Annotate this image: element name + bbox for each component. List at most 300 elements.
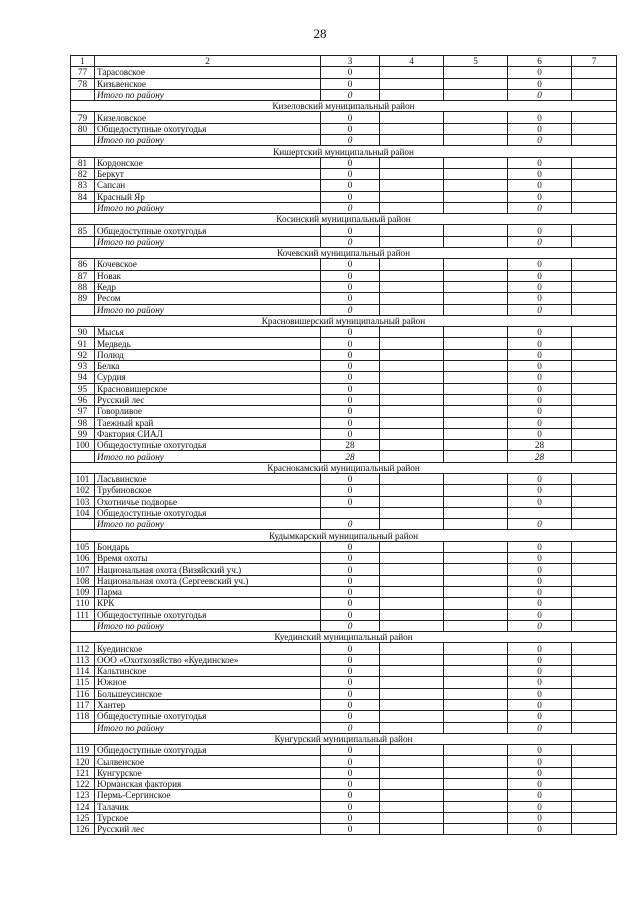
value-col-5 bbox=[444, 790, 508, 801]
hunting-grounds-table bbox=[70, 55, 617, 835]
row-number: 86 bbox=[71, 259, 95, 270]
page-number: 28 bbox=[313, 26, 327, 41]
row-number: 126 bbox=[71, 824, 95, 835]
ground-name: Тарасовское bbox=[95, 67, 321, 78]
table-row bbox=[71, 575, 617, 586]
value-col-5 bbox=[444, 270, 508, 281]
row-number: 93 bbox=[71, 361, 95, 372]
district-total-row bbox=[71, 135, 617, 146]
ground-name: Трубиновское bbox=[95, 485, 321, 496]
value-col-3: 0 bbox=[321, 191, 380, 202]
value-col-4 bbox=[380, 767, 444, 778]
district-header-row bbox=[71, 530, 617, 541]
value-col-6: 0 bbox=[508, 89, 572, 100]
value-col-5 bbox=[444, 722, 508, 733]
ground-name: Время охоты bbox=[95, 553, 321, 564]
value-col-7 bbox=[572, 327, 617, 338]
value-col-6: 0 bbox=[508, 801, 572, 812]
value-col-4 bbox=[380, 643, 444, 654]
value-col-5 bbox=[444, 89, 508, 100]
value-col-6: 0 bbox=[508, 609, 572, 620]
value-col-4 bbox=[380, 440, 444, 451]
value-col-7 bbox=[572, 677, 617, 688]
ground-name: Новак bbox=[95, 270, 321, 281]
ground-name: ООО «Охотхозяйство «Куединское» bbox=[95, 654, 321, 665]
table-row bbox=[71, 225, 617, 236]
value-col-7 bbox=[572, 767, 617, 778]
row-number: 118 bbox=[71, 711, 95, 722]
value-col-5 bbox=[444, 191, 508, 202]
row-number bbox=[71, 89, 95, 100]
table-row bbox=[71, 699, 617, 710]
value-col-4 bbox=[380, 112, 444, 123]
row-number: 120 bbox=[71, 756, 95, 767]
row-number: 101 bbox=[71, 473, 95, 484]
value-col-3: 0 bbox=[321, 78, 380, 89]
value-col-4 bbox=[380, 654, 444, 665]
value-col-5 bbox=[444, 598, 508, 609]
value-col-7 bbox=[572, 609, 617, 620]
row-number: 125 bbox=[71, 812, 95, 823]
table-row bbox=[71, 281, 617, 292]
value-col-3: 0 bbox=[321, 304, 380, 315]
value-col-3: 0 bbox=[321, 745, 380, 756]
value-col-6: 0 bbox=[508, 304, 572, 315]
value-col-7 bbox=[572, 168, 617, 179]
value-col-3: 0 bbox=[321, 293, 380, 304]
value-col-3: 0 bbox=[321, 349, 380, 360]
value-col-6: 28 bbox=[508, 440, 572, 451]
row-number: 103 bbox=[71, 496, 95, 507]
ground-name: Пермь-Сергинское bbox=[95, 790, 321, 801]
district-total-row bbox=[71, 89, 617, 100]
value-col-6: 0 bbox=[508, 180, 572, 191]
value-col-3: 0 bbox=[321, 428, 380, 439]
value-col-5 bbox=[444, 123, 508, 134]
value-col-3: 0 bbox=[321, 338, 380, 349]
value-col-4 bbox=[380, 89, 444, 100]
value-col-7 bbox=[572, 304, 617, 315]
table-row bbox=[71, 485, 617, 496]
value-col-7 bbox=[572, 666, 617, 677]
total-label: Итого по району bbox=[95, 451, 321, 462]
value-col-5 bbox=[444, 767, 508, 778]
table-row bbox=[71, 586, 617, 597]
row-number: 119 bbox=[71, 745, 95, 756]
value-col-5 bbox=[444, 507, 508, 518]
value-col-3: 0 bbox=[321, 654, 380, 665]
value-col-7 bbox=[572, 349, 617, 360]
total-label: Итого по району bbox=[95, 620, 321, 631]
row-number: 91 bbox=[71, 338, 95, 349]
district-name: Кудымкарский муниципальный район bbox=[71, 530, 617, 541]
value-col-7 bbox=[572, 756, 617, 767]
value-col-6: 0 bbox=[508, 361, 572, 372]
value-col-6: 0 bbox=[508, 327, 572, 338]
table-row bbox=[71, 688, 617, 699]
district-header-row bbox=[71, 632, 617, 643]
value-col-3: 0 bbox=[321, 699, 380, 710]
table-row bbox=[71, 383, 617, 394]
value-col-4 bbox=[380, 722, 444, 733]
row-number: 112 bbox=[71, 643, 95, 654]
ground-name: Кунгурское bbox=[95, 767, 321, 778]
row-number: 114 bbox=[71, 666, 95, 677]
value-col-5 bbox=[444, 541, 508, 552]
value-col-5 bbox=[444, 327, 508, 338]
value-col-5 bbox=[444, 451, 508, 462]
value-col-4 bbox=[380, 541, 444, 552]
ground-name: Ресом bbox=[95, 293, 321, 304]
table-row bbox=[71, 406, 617, 417]
value-col-7 bbox=[572, 711, 617, 722]
row-number: 107 bbox=[71, 564, 95, 575]
ground-name: Кочевское bbox=[95, 259, 321, 270]
value-col-4 bbox=[380, 711, 444, 722]
table-row bbox=[71, 779, 617, 790]
value-col-3: 0 bbox=[321, 779, 380, 790]
value-col-7 bbox=[572, 338, 617, 349]
value-col-6: 0 bbox=[508, 338, 572, 349]
row-number bbox=[71, 620, 95, 631]
value-col-5 bbox=[444, 383, 508, 394]
district-name: Красновишерский муниципальный район bbox=[71, 315, 617, 326]
value-col-3: 0 bbox=[321, 383, 380, 394]
value-col-4 bbox=[380, 485, 444, 496]
value-col-3: 0 bbox=[321, 67, 380, 78]
value-col-3: 28 bbox=[321, 440, 380, 451]
value-col-6: 0 bbox=[508, 654, 572, 665]
table-row bbox=[71, 123, 617, 134]
table-row bbox=[71, 541, 617, 552]
value-col-5 bbox=[444, 349, 508, 360]
value-col-7 bbox=[572, 123, 617, 134]
row-number bbox=[71, 202, 95, 213]
district-total-row bbox=[71, 722, 617, 733]
row-number: 121 bbox=[71, 767, 95, 778]
ground-name: Сурдия bbox=[95, 372, 321, 383]
table-row bbox=[71, 417, 617, 428]
ground-name: Говорливое bbox=[95, 406, 321, 417]
table-row bbox=[71, 112, 617, 123]
district-header-row bbox=[71, 733, 617, 744]
value-col-6: 0 bbox=[508, 485, 572, 496]
row-number: 109 bbox=[71, 586, 95, 597]
value-col-3: 0 bbox=[321, 824, 380, 835]
ground-name: Кальтинское bbox=[95, 666, 321, 677]
row-number: 89 bbox=[71, 293, 95, 304]
value-col-6: 0 bbox=[508, 711, 572, 722]
value-col-7 bbox=[572, 779, 617, 790]
ground-name: Белка bbox=[95, 361, 321, 372]
value-col-5 bbox=[444, 801, 508, 812]
value-col-6: 0 bbox=[508, 553, 572, 564]
ground-name: Общедоступные охотугодья bbox=[95, 745, 321, 756]
value-col-5 bbox=[444, 406, 508, 417]
value-col-4 bbox=[380, 383, 444, 394]
value-col-6: 0 bbox=[508, 270, 572, 281]
value-col-6: 0 bbox=[508, 259, 572, 270]
value-col-7 bbox=[572, 496, 617, 507]
header-cell-3: 3 bbox=[321, 56, 380, 67]
ground-name: Красный Яр bbox=[95, 191, 321, 202]
value-col-7 bbox=[572, 293, 617, 304]
value-col-3: 0 bbox=[321, 711, 380, 722]
total-label: Итого по району bbox=[95, 202, 321, 213]
table-row bbox=[71, 67, 617, 78]
value-col-3: 0 bbox=[321, 123, 380, 134]
row-number: 88 bbox=[71, 281, 95, 292]
value-col-7 bbox=[572, 688, 617, 699]
total-label: Итого по району bbox=[95, 519, 321, 530]
value-col-5 bbox=[444, 473, 508, 484]
value-col-7 bbox=[572, 361, 617, 372]
table-row bbox=[71, 666, 617, 677]
value-col-5 bbox=[444, 620, 508, 631]
value-col-4 bbox=[380, 756, 444, 767]
ground-name: Кизеловское bbox=[95, 112, 321, 123]
value-col-4 bbox=[380, 327, 444, 338]
header-cell-6: 6 bbox=[508, 56, 572, 67]
value-col-6: 0 bbox=[508, 779, 572, 790]
value-col-6: 0 bbox=[508, 699, 572, 710]
ground-name: Фактория СИАЛ bbox=[95, 428, 321, 439]
value-col-3: 0 bbox=[321, 372, 380, 383]
value-col-6: 0 bbox=[508, 225, 572, 236]
value-col-3: 0 bbox=[321, 553, 380, 564]
value-col-4 bbox=[380, 745, 444, 756]
value-col-7 bbox=[572, 372, 617, 383]
district-total-row bbox=[71, 304, 617, 315]
value-col-6: 0 bbox=[508, 824, 572, 835]
district-header-row bbox=[71, 146, 617, 157]
table-body bbox=[71, 56, 617, 835]
value-col-6: 0 bbox=[508, 428, 572, 439]
value-col-4 bbox=[380, 180, 444, 191]
row-number: 84 bbox=[71, 191, 95, 202]
value-col-3: 0 bbox=[321, 157, 380, 168]
value-col-4 bbox=[380, 519, 444, 530]
table-row bbox=[71, 496, 617, 507]
value-col-6: 0 bbox=[508, 372, 572, 383]
value-col-4 bbox=[380, 417, 444, 428]
table-row bbox=[71, 767, 617, 778]
value-col-7 bbox=[572, 281, 617, 292]
value-col-3: 28 bbox=[321, 451, 380, 462]
value-col-4 bbox=[380, 507, 444, 518]
table-row bbox=[71, 507, 617, 518]
value-col-4 bbox=[380, 259, 444, 270]
value-col-7 bbox=[572, 620, 617, 631]
value-col-4 bbox=[380, 824, 444, 835]
ground-name: Сылвенское bbox=[95, 756, 321, 767]
value-col-7 bbox=[572, 745, 617, 756]
value-col-3: 0 bbox=[321, 756, 380, 767]
value-col-5 bbox=[444, 394, 508, 405]
value-col-6: 0 bbox=[508, 406, 572, 417]
table-row bbox=[71, 553, 617, 564]
value-col-6: 0 bbox=[508, 496, 572, 507]
value-col-7 bbox=[572, 699, 617, 710]
table-row bbox=[71, 812, 617, 823]
table-row bbox=[71, 191, 617, 202]
value-col-6: 0 bbox=[508, 78, 572, 89]
value-col-4 bbox=[380, 236, 444, 247]
value-col-3: 0 bbox=[321, 688, 380, 699]
value-col-6: 0 bbox=[508, 417, 572, 428]
table-row bbox=[71, 180, 617, 191]
value-col-5 bbox=[444, 112, 508, 123]
value-col-4 bbox=[380, 620, 444, 631]
value-col-3: 0 bbox=[321, 361, 380, 372]
value-col-6: 0 bbox=[508, 722, 572, 733]
table-row bbox=[71, 428, 617, 439]
row-number: 116 bbox=[71, 688, 95, 699]
value-col-5 bbox=[444, 575, 508, 586]
row-number: 81 bbox=[71, 157, 95, 168]
value-col-3: 0 bbox=[321, 135, 380, 146]
ground-name: Русский лес bbox=[95, 394, 321, 405]
header-cell-1: 1 bbox=[71, 56, 95, 67]
value-col-6: 0 bbox=[508, 666, 572, 677]
value-col-5 bbox=[444, 428, 508, 439]
value-col-4 bbox=[380, 553, 444, 564]
value-col-5 bbox=[444, 440, 508, 451]
value-col-7 bbox=[572, 790, 617, 801]
value-col-3: 0 bbox=[321, 89, 380, 100]
table-row bbox=[71, 440, 617, 451]
value-col-3: 0 bbox=[321, 812, 380, 823]
value-col-6: 0 bbox=[508, 191, 572, 202]
header-cell-7: 7 bbox=[572, 56, 617, 67]
table-row bbox=[71, 609, 617, 620]
value-col-5 bbox=[444, 496, 508, 507]
value-col-7 bbox=[572, 473, 617, 484]
row-number: 113 bbox=[71, 654, 95, 665]
row-number: 85 bbox=[71, 225, 95, 236]
ground-name: Национальная охота (Визяйский уч.) bbox=[95, 564, 321, 575]
value-col-4 bbox=[380, 202, 444, 213]
value-col-7 bbox=[572, 157, 617, 168]
ground-name: Сапсан bbox=[95, 180, 321, 191]
table-row bbox=[71, 745, 617, 756]
row-number: 95 bbox=[71, 383, 95, 394]
value-col-5 bbox=[444, 745, 508, 756]
value-col-4 bbox=[380, 67, 444, 78]
row-number bbox=[71, 304, 95, 315]
value-col-6: 0 bbox=[508, 112, 572, 123]
value-col-4 bbox=[380, 575, 444, 586]
value-col-7 bbox=[572, 78, 617, 89]
value-col-4 bbox=[380, 225, 444, 236]
ground-name: Красновишерское bbox=[95, 383, 321, 394]
value-col-7 bbox=[572, 202, 617, 213]
value-col-4 bbox=[380, 688, 444, 699]
ground-name: Общедоступные охотугодья bbox=[95, 225, 321, 236]
row-number: 117 bbox=[71, 699, 95, 710]
value-col-3: 0 bbox=[321, 236, 380, 247]
ground-name: Турское bbox=[95, 812, 321, 823]
ground-name: Таежный край bbox=[95, 417, 321, 428]
value-col-7 bbox=[572, 270, 617, 281]
ground-name: Общедоступные охотугодья bbox=[95, 123, 321, 134]
value-col-4 bbox=[380, 281, 444, 292]
district-name: Кишертский муниципальный район bbox=[71, 146, 617, 157]
value-col-7 bbox=[572, 417, 617, 428]
ground-name: Русский лес bbox=[95, 824, 321, 835]
value-col-6: 0 bbox=[508, 575, 572, 586]
table-row bbox=[71, 790, 617, 801]
row-number: 105 bbox=[71, 541, 95, 552]
value-col-3: 0 bbox=[321, 417, 380, 428]
value-col-3: 0 bbox=[321, 598, 380, 609]
value-col-3: 0 bbox=[321, 722, 380, 733]
value-col-7 bbox=[572, 519, 617, 530]
value-col-3: 0 bbox=[321, 519, 380, 530]
table-row bbox=[71, 168, 617, 179]
ground-name: Куединское bbox=[95, 643, 321, 654]
value-col-4 bbox=[380, 451, 444, 462]
value-col-4 bbox=[380, 473, 444, 484]
ground-name: Южное bbox=[95, 677, 321, 688]
value-col-3: 0 bbox=[321, 609, 380, 620]
value-col-3: 0 bbox=[321, 643, 380, 654]
header-cell-4: 4 bbox=[380, 56, 444, 67]
value-col-4 bbox=[380, 135, 444, 146]
header-row bbox=[71, 56, 617, 67]
value-col-5 bbox=[444, 677, 508, 688]
value-col-7 bbox=[572, 654, 617, 665]
value-col-5 bbox=[444, 281, 508, 292]
value-col-4 bbox=[380, 78, 444, 89]
value-col-5 bbox=[444, 157, 508, 168]
row-number: 78 bbox=[71, 78, 95, 89]
row-number: 77 bbox=[71, 67, 95, 78]
row-number: 90 bbox=[71, 327, 95, 338]
table-row bbox=[71, 259, 617, 270]
value-col-4 bbox=[380, 812, 444, 823]
row-number: 102 bbox=[71, 485, 95, 496]
value-col-7 bbox=[572, 553, 617, 564]
value-col-4 bbox=[380, 699, 444, 710]
row-number: 82 bbox=[71, 168, 95, 179]
row-number: 115 bbox=[71, 677, 95, 688]
value-col-6: 0 bbox=[508, 756, 572, 767]
value-col-3: 0 bbox=[321, 801, 380, 812]
ground-name: Кедр bbox=[95, 281, 321, 292]
value-col-4 bbox=[380, 666, 444, 677]
value-col-4 bbox=[380, 790, 444, 801]
district-header-row bbox=[71, 248, 617, 259]
table-row bbox=[71, 270, 617, 281]
total-label: Итого по району bbox=[95, 236, 321, 247]
value-col-7 bbox=[572, 112, 617, 123]
value-col-3: 0 bbox=[321, 225, 380, 236]
value-col-4 bbox=[380, 123, 444, 134]
ground-name: Хантер bbox=[95, 699, 321, 710]
value-col-5 bbox=[444, 812, 508, 823]
ground-name: Ласьвинское bbox=[95, 473, 321, 484]
value-col-7 bbox=[572, 67, 617, 78]
row-number bbox=[71, 519, 95, 530]
table-row bbox=[71, 78, 617, 89]
ground-name: Кордонское bbox=[95, 157, 321, 168]
value-col-7 bbox=[572, 89, 617, 100]
row-number: 79 bbox=[71, 112, 95, 123]
value-col-4 bbox=[380, 564, 444, 575]
district-header-row bbox=[71, 101, 617, 112]
table-row bbox=[71, 372, 617, 383]
